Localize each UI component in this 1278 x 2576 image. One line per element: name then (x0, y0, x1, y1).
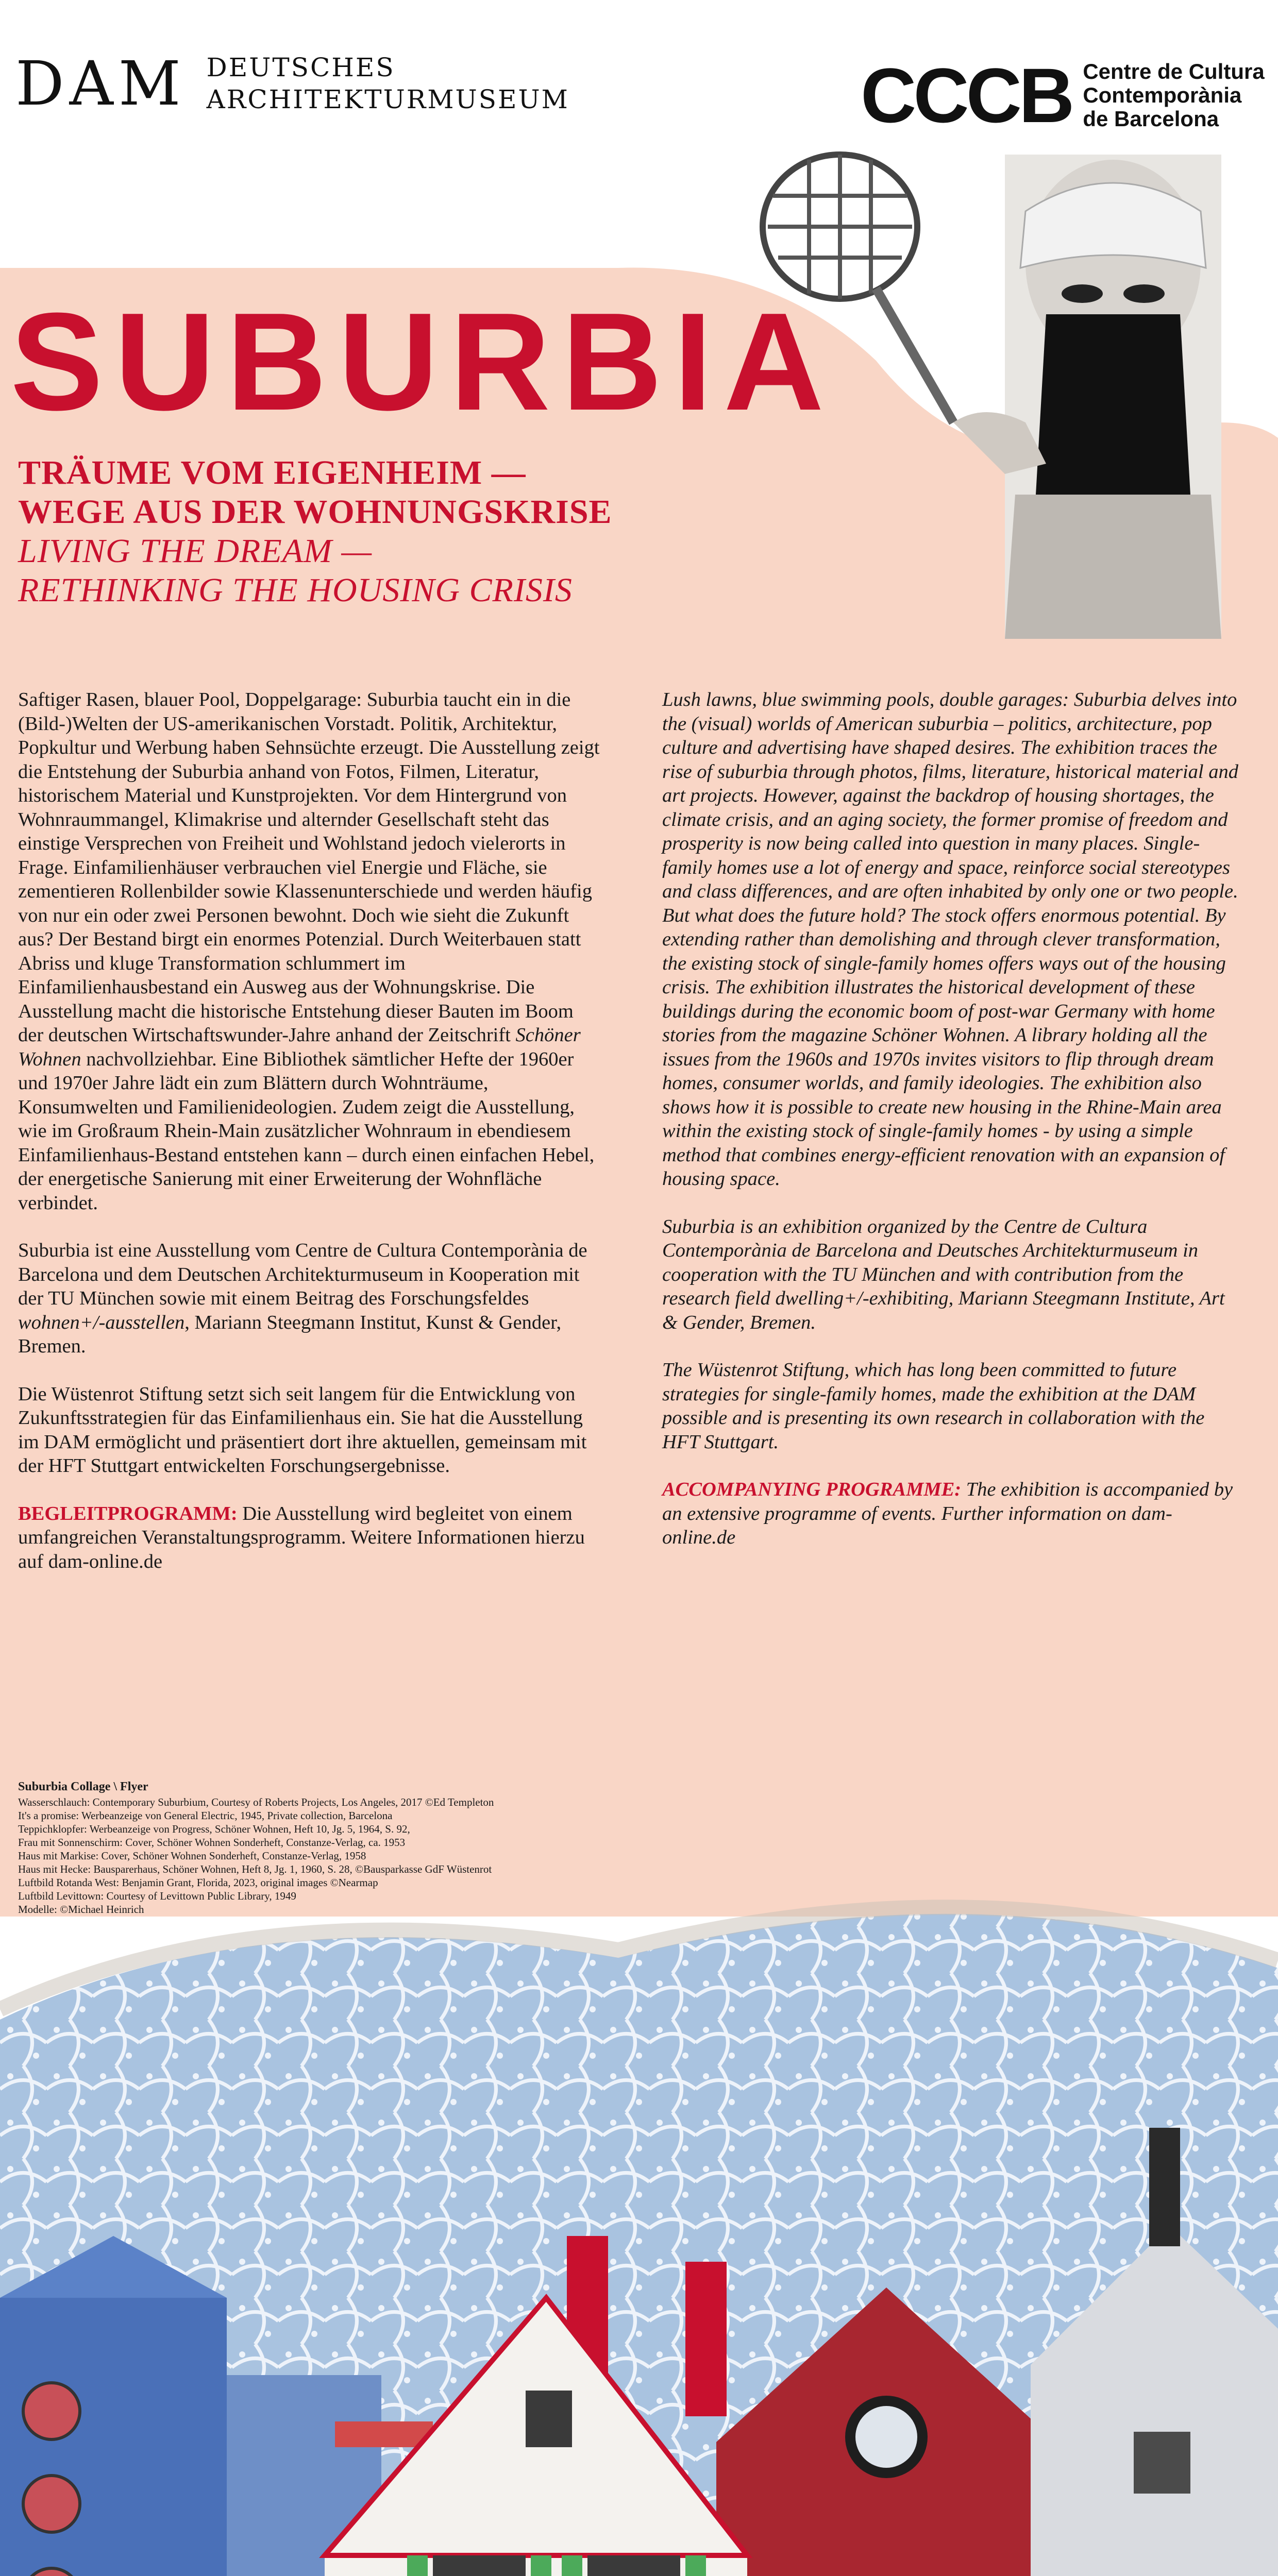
subtitle-en-line2: RETHINKING THE HOUSING CRISIS (18, 571, 573, 609)
credit-line: Haus mit Markise: Cover, Schöner Wohnen Sonderheft, Constanze-Verlag, 1958 (18, 1850, 366, 1862)
credit-line: Wasserschlauch: Contemporary Suburbium, Courtesy of Roberts Projects, Los Angeles, 2017 ©Ed Templeton (18, 1796, 494, 1808)
en-program-text[interactable]: The exhibition is accompanied by an extensive programme of events. Further information on dam-online.de (662, 1479, 1233, 1548)
subtitle-en-line1: LIVING THE DREAM — (18, 532, 373, 570)
veiled-woman-image (953, 155, 1221, 639)
credits-heading: Suburbia Collage \ Flyer (18, 1780, 148, 1793)
cccb-logo[interactable] (861, 52, 1265, 139)
dam-logo-name (207, 52, 569, 115)
de-p1-end: nachvollziehbar. Eine Bibliothek sämtlicher Hefte der 1960er und 1970er Jahre lädt ein zum Blättern durch Wohnträume, Konsumwelten und Familienideologien. Zudem zeigt die Ausstellung, wie im Großraum Rhein-Main zusätzlicher Wohnraum in ebendiesem Einfamilienhaus-Bestand entstehen kann – durch einen einfachen Hebel, der energetische Sanierung mit einer Erweiterung der Wohnfläche verbindet. (18, 1048, 595, 1214)
en-paragraph-3: The Wüstenrot Stiftung, which has long been committed to future strategies for single-family homes, made the exhibition at the DAM possible and is presenting its own research in collaboration with the HFT Stuttgart. (662, 1359, 1205, 1453)
credit-line: It's a promise: Werbeanzeige von General Electric, 1945, Private collection, Barcelona (18, 1809, 393, 1822)
credit-line: Frau mit Sonnenschirm: Cover, Schöner Wohnen Sonderheft, Constanze-Verlag, ca. 1953 (18, 1836, 406, 1849)
exhibition-title (10, 284, 836, 439)
de-p1-text: Saftiger Rasen, blauer Pool, Doppelgarage: Suburbia taucht ein in die (Bild-)Welten der US-amerikanischen Vorstadt. Politik, Architektur, Popkultur und Werbung haben Sehnsüchte erzeugt. Die Ausstellung zeigt die Entstehung der Suburbia anhand von Fotos, Filmen, Literatur, historischem Material und Kunstprojekten. Vor dem Hintergrund von Wohnraummangel, Klimakrise und alternder Gesellschaft steht das einstige Versprechen von Freiheit und Wohlstand jedoch vielerorts in Frage. Einfamilienhäuser verbrauchen viel Energie und Fläche, sie zementieren Rollenbilder sowie Klassenunterschiede und werden häufig von nur ein oder zwei Personen bewohnt. Doch wie sieht die Zukunft aus? Der Bestand birgt ein enormes Potenzial. Durch Weiterbauen statt Abriss und kluge Transformation schlummert im Einfamilienhausbestand ein Ausweg aus der Wohnungskrise. Die Ausstellung macht die historische Entstehung dieser Bauten im Boom der deutschen Wirtschaftswunder-Jahre anhand der Zeitschrift (18, 689, 600, 1046)
de-program-text[interactable]: Die Ausstellung wird begleitet von einem umfangreichen Veranstaltungsprogramm. Weitere Informationen hierzu auf dam-online.de (18, 1502, 585, 1572)
de-program (18, 1502, 600, 1574)
subtitle-german (18, 453, 612, 532)
body-text-german (18, 688, 600, 1597)
de-paragraph-2 (18, 1239, 600, 1359)
subtitle-de-line2: WEGE AUS DER WOHNUNGSKRISE (18, 493, 612, 531)
de-p2-field: wohnen+/-ausstellen (18, 1311, 185, 1333)
en-program-label: ACCOMPANYING PROGRAMME: (662, 1479, 962, 1500)
dam-logo-mark: DAM (15, 48, 186, 119)
en-paragraph-2: Suburbia is an exhibition organized by the Centre de Cultura Contemporània de Barcelona and Deutsches Architekturmuseum in cooperation with the TU München and with contribution from the research field dwelling+/-exhibiting, Mariann Steegmann Institute, Art & Gender, Bremen. (662, 1215, 1225, 1333)
red-chimney-image (685, 2262, 727, 2416)
suburbia-collage (0, 1834, 1278, 2576)
cccb-logo-name (1083, 60, 1264, 131)
en-program (662, 1478, 1245, 1550)
de-p2-end: , Mariann Steegmann Institut, Kunst & Gender, Bremen. (18, 1311, 562, 1357)
cccb-logo-mark: CCCB (861, 52, 1072, 139)
cccb-name-line3: de Barcelona (1083, 107, 1219, 131)
credit-line: Teppichklopfer: Werbeanzeige von Progress, Schöner Wohnen, Heft 10, Jg. 5, 1964, S. 92, (18, 1823, 410, 1835)
credit-line: Luftbild Rotanda West: Benjamin Grant, Florida, 2023, original images ©Nearmap (18, 1876, 378, 1889)
credit-line: Modelle: ©Michael Heinrich (18, 1903, 144, 1916)
de-program-label: BEGLEITPROGRAMM: (18, 1502, 238, 1524)
body-text-english (662, 688, 1245, 1573)
subtitle-de-line1: TRÄUME VOM EIGENHEIM — (18, 454, 526, 492)
cccb-name-line2: Contemporània (1083, 83, 1242, 107)
de-p1-magazine: Schöner Wohnen (18, 1024, 581, 1070)
de-paragraph-1 (18, 688, 600, 1215)
subtitle-english (18, 532, 573, 610)
exhibition-title-text: SUBURBIA (10, 284, 836, 439)
cccb-name-line1: Centre de Cultura (1083, 59, 1265, 83)
dam-name-line1: DEUTSCHES (206, 53, 395, 82)
en-paragraph-1: Lush lawns, blue swimming pools, double garages: Suburbia delves into the (visual) worlds of American suburbia – politics, architecture, pop culture and advertising have shaped desires. The exhibition traces the rise of suburbia through photos, films, literature, historical material and art projects. However, against the backdrop of housing shortages, the climate crisis, and an aging society, the former promise of freedom and prosperity is now being called into question in many places. Single-family homes use a lot of energy and space, reinforce social stereotypes and class differences, and are often inhabited by only one or two people. But what does the future hold? The stock offers enormous potential. By extending rather than demolishing and through clever transformation, the existing stock of single-family homes offers ways out of the housing crisis. The exhibition illustrates the historical development of these buildings during the economic boom of post-war Germany with home stories from the magazine Schöner Wohnen. A library holding all the issues from the 1960s and 1970s invites visitors to flip through dream homes, consumer worlds, and family ideologies. The exhibition also shows how it is possible to create new housing in the Rhine-Main area within the existing stock of single-family homes - by using a simple method that combines energy-efficient renovation with an expansion of housing space. (662, 689, 1238, 1190)
de-paragraph-3: Die Wüstenrot Stiftung setzt sich seit langem für die Entwicklung von Zukunftsstrategien für das Einfamilienhaus ein. Sie hat die Ausstellung im DAM ermöglicht und präsentiert dort ihre aktuellen, gemeinsam mit der HFT Stuttgart entwickelten Forschungsergebnisse. (18, 1383, 587, 1477)
dam-logo[interactable] (15, 48, 569, 119)
credit-line: Luftbild Levittown: Courtesy of Levittown Public Library, 1949 (18, 1890, 296, 1902)
dam-name-line2: ARCHITEKTURMUSEUM (206, 84, 569, 114)
credit-line: Haus mit Hecke: Bausparerhaus, Schöner Wohnen, Heft 8, Jg. 1, 1960, S. 28, ©Bausparkasse GdF Wüstenrot (18, 1863, 492, 1875)
de-p2-text: Suburbia ist eine Ausstellung vom Centre de Cultura Contemporània de Barcelona und dem Deutschen Architekturmuseum in Kooperation mit der TU München sowie mit einem Beitrag des Forschungsfeldes (18, 1240, 587, 1309)
